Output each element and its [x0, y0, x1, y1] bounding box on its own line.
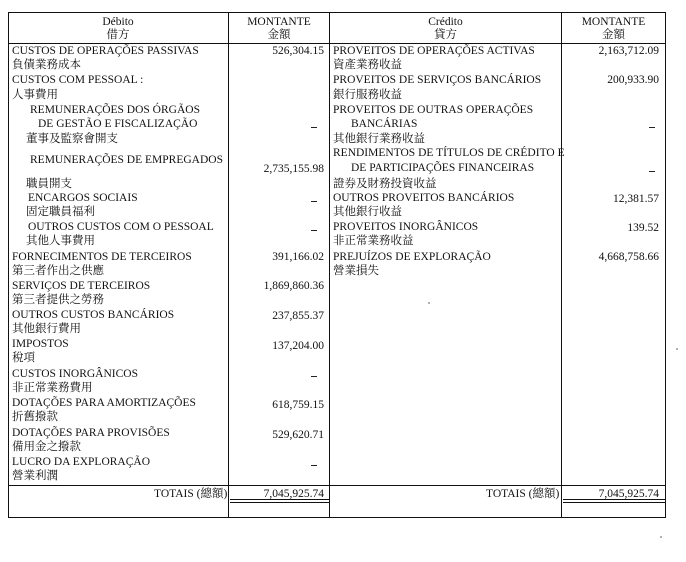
debit-item-label-zh: 人事費用: [12, 89, 58, 101]
header-top-rule: [8, 12, 666, 13]
sheet-bottom-rule: [8, 517, 666, 518]
credit-item-label-zh: 資產業務收益: [333, 59, 402, 71]
debit-item-label-zh: 非正常業務費用: [12, 382, 93, 394]
credit-item-label: BANCÁRIAS: [351, 118, 418, 130]
debit-item-amount: 529,620.71: [272, 429, 324, 441]
credit-item-amount: 12,381.57: [613, 193, 659, 205]
debit-item-label-zh: 負債業務成本: [12, 59, 81, 71]
debit-item-label: OUTROS CUSTOS BANCÁRIOS: [12, 309, 175, 321]
scan-speck: [660, 536, 662, 538]
credit-item-label-zh: 非正常業務收益: [333, 235, 414, 247]
debit-item-label: REMUNERAÇÕES DE EMPREGADOS: [30, 154, 223, 166]
debit-item-label-zh: 營業利潤: [12, 470, 58, 482]
empty-amount-dash: [311, 465, 317, 466]
debit-item-label: LUCRO DA EXPLORAÇÃO: [12, 456, 151, 468]
credit-item-label: PROVEITOS DE SERVIÇOS BANCÁRIOS: [333, 74, 542, 86]
credit-totals-amount: 7,045,925.74: [598, 488, 659, 500]
debit-item-amount: 237,855.37: [272, 310, 324, 322]
empty-amount-dash: [649, 127, 655, 128]
column-rule-middle: [329, 12, 330, 518]
column-rule-credit-amount: [561, 12, 562, 518]
empty-amount-dash: [311, 201, 317, 202]
debit-item-label: SERVIÇOS DE TERCEIROS: [12, 280, 151, 292]
debit-item-amount: 137,204.00: [272, 340, 324, 352]
empty-amount-dash: [311, 127, 317, 128]
credit-item-label: OUTROS PROVEITOS BANCÁRIOS: [333, 192, 515, 204]
debit-item-label: REMUNERAÇÕES DOS ÓRGÃOS: [30, 104, 200, 116]
credit-header: Crédito: [428, 16, 463, 28]
credit-item-amount: 139.52: [627, 222, 659, 234]
debit-item-label: CUSTOS DE OPERAÇÕES PASSIVAS: [12, 45, 199, 57]
debit-totals-label: TOTAIS (總額): [154, 488, 228, 500]
credit-amount-header: MONTANTE: [581, 16, 646, 28]
debit-amount-header-zh: 金額: [267, 29, 291, 41]
credit-item-amount: 200,933.90: [607, 74, 659, 86]
debit-item-label-zh: 折舊撥款: [12, 411, 58, 423]
debit-item-amount: 391,166.02: [272, 251, 324, 263]
debit-item-label: DE GESTÃO E FISCALIZAÇÃO: [38, 118, 198, 130]
debit-item-amount: 526,304.15: [272, 45, 324, 57]
debit-item-label-zh: 稅項: [12, 352, 35, 364]
credit-item-label-zh: 營業損失: [333, 265, 379, 277]
debit-item-label: OUTROS CUSTOS COM O PESSOAL: [28, 221, 214, 233]
debit-item-label-zh: 其他銀行費用: [12, 323, 81, 335]
credit-item-label-zh: 證券及財務投資收益: [333, 178, 437, 190]
credit-item-amount: 2,163,712.09: [598, 45, 659, 57]
credit-item-label: PROVEITOS INORGÂNICOS: [333, 221, 479, 233]
credit-item-label: RENDIMENTOS DE TÍTULOS DE CRÉDITO E: [333, 147, 565, 159]
debit-item-amount: 2,735,155.98: [263, 163, 324, 175]
debit-item-label-zh: 董事及監察會開支: [26, 133, 118, 145]
credit-item-label-zh: 其他銀行收益: [333, 206, 402, 218]
credit-item-label-zh: 銀行服務收益: [333, 89, 402, 101]
empty-amount-dash: [311, 376, 317, 377]
debit-item-label: DOTAÇÕES PARA AMORTIZAÇÕES: [12, 397, 196, 409]
debit-item-label: ENCARGOS SOCIAIS: [28, 192, 138, 204]
debit-item-amount: 1,869,860.36: [263, 280, 324, 292]
credit-amount-header-zh: 金額: [602, 29, 625, 41]
debit-item-label: DOTAÇÕES PARA PROVISÕES: [12, 427, 170, 439]
debit-item-label-zh: 第三者提供之勞務: [12, 294, 104, 306]
debit-header-zh: 借方: [106, 29, 130, 41]
credit-item-label: PREJUÍZOS DE EXPLORAÇÃO: [333, 251, 491, 263]
scan-speck: [428, 302, 430, 304]
debit-amount-header: MONTANTE: [247, 16, 311, 28]
debit-item-amount: 618,759.15: [272, 399, 324, 411]
debit-totals-amount: 7,045,925.74: [263, 488, 324, 500]
credit-header-zh: 貸方: [434, 29, 457, 41]
credit-totals-label: TOTAIS (總額): [486, 488, 560, 500]
debit-item-label: FORNECIMENTOS DE TERCEIROS: [12, 251, 192, 263]
debit-item-label: IMPOSTOS: [12, 338, 69, 350]
credit-item-label-zh: 其他銀行業務收益: [333, 133, 425, 145]
debit-item-label: CUSTOS COM PESSOAL :: [12, 74, 144, 86]
debit-item-label: CUSTOS INORGÂNICOS: [12, 368, 138, 380]
financial-statement-sheet: [8, 12, 666, 518]
debit-item-label-zh: 其他人事費用: [26, 235, 95, 247]
empty-amount-dash: [649, 171, 655, 172]
header-bottom-rule: [8, 43, 666, 44]
debit-header: Débito: [102, 16, 134, 28]
credit-item-label: PROVEITOS DE OPERAÇÕES ACTIVAS: [333, 45, 535, 57]
empty-amount-dash: [311, 230, 317, 231]
debit-item-label-zh: 第三者作出之供應: [12, 265, 104, 277]
debit-item-label-zh: 職員開支: [26, 178, 72, 190]
totals-underline-debit-2: [230, 502, 329, 503]
credit-item-amount: 4,668,758.66: [598, 251, 659, 263]
column-rule-debit-amount: [228, 12, 229, 518]
column-rule-left: [8, 12, 9, 518]
credit-item-label: PROVEITOS DE OUTRAS OPERAÇÕES: [333, 104, 534, 116]
debit-item-label-zh: 固定職員福利: [26, 206, 95, 218]
totals-top-rule: [8, 485, 666, 486]
column-rule-right: [665, 12, 666, 518]
totals-underline-credit-2: [563, 502, 665, 503]
debit-item-label-zh: 備用金之撥款: [12, 441, 81, 453]
scan-speck: [676, 348, 678, 350]
credit-item-label: DE PARTICIPAÇÕES FINANCEIRAS: [351, 162, 535, 174]
